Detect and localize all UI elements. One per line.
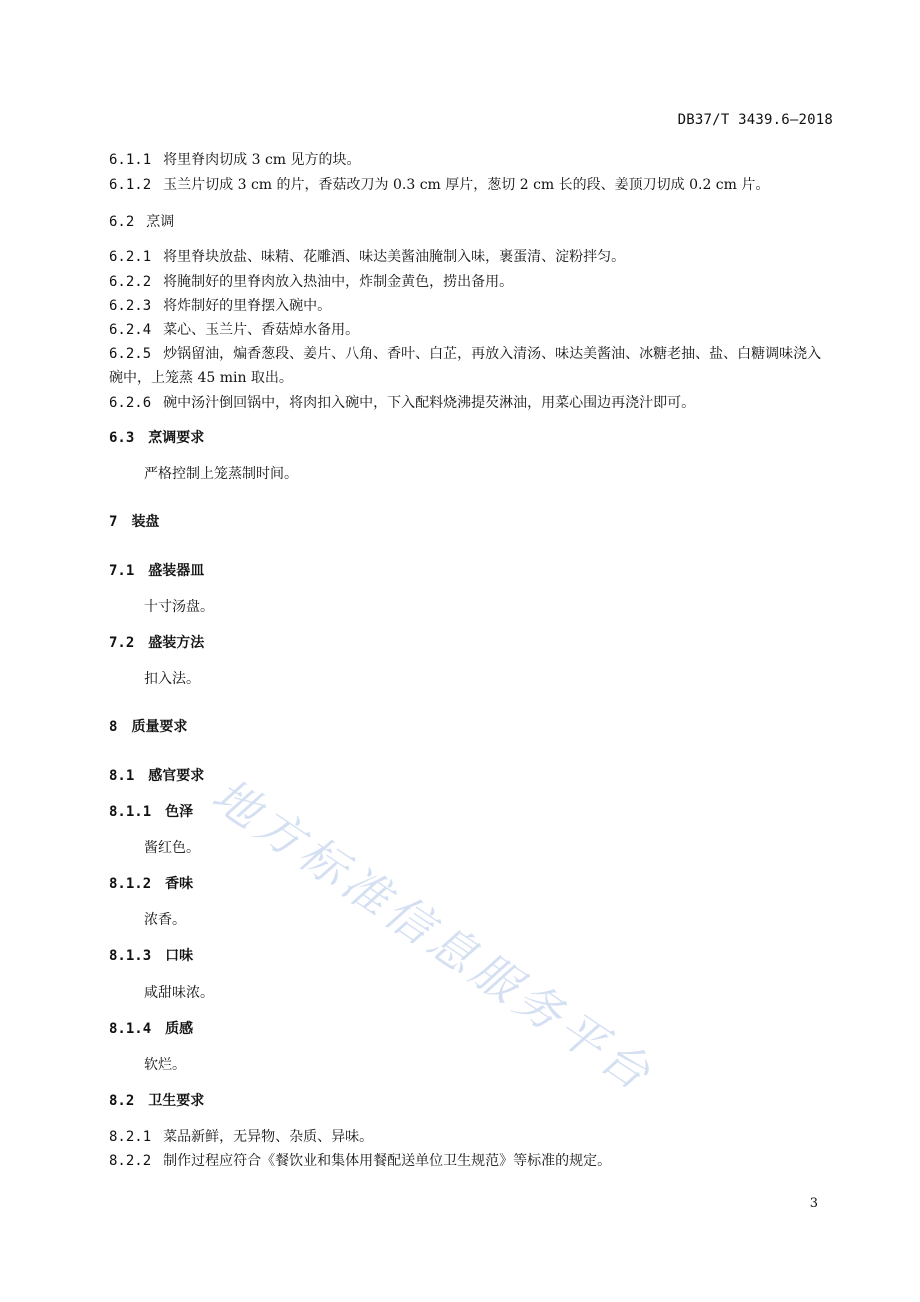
clause-number: 6.1.2 [109, 177, 152, 193]
clause-6-2-2 [109, 272, 513, 292]
clause-number: 8.2.2 [109, 1153, 152, 1169]
clause-6-2-1 [109, 247, 625, 267]
section-8-1-1-heading [109, 802, 193, 822]
section-8-2-heading [109, 1091, 204, 1111]
section-title: 烹调 [146, 214, 175, 230]
clause-text: 将里脊块放盐、味精、花雕酒、味达美酱油腌制入味，裹蛋清、淀粉拌匀。 [163, 249, 626, 265]
clause-number: 6.2.1 [109, 249, 152, 265]
section-title: 感官要求 [148, 768, 205, 784]
section-number: 7.1 [109, 563, 135, 579]
section-title: 口味 [165, 948, 194, 964]
clause-6-1-2 [109, 175, 769, 195]
section-title: 盛装器皿 [148, 563, 205, 579]
section-8-1-3-heading [109, 946, 193, 966]
section-title: 卫生要求 [148, 1093, 205, 1109]
section-7-2-body: 扣入法。 [144, 671, 200, 687]
section-7-heading [109, 512, 159, 532]
watermark: 地方标准信息服务平台 [202, 767, 665, 1104]
section-8-1-4-heading [109, 1019, 193, 1039]
standard-code: DB37/T 3439.6—2018 [677, 112, 833, 128]
section-title: 香味 [165, 876, 194, 892]
clause-number: 6.2.2 [109, 274, 152, 290]
clause-text: 将腌制好的里脊肉放入热油中，炸制金黄色，捞出备用。 [163, 274, 514, 290]
clause-text: 碗中汤汁倒回锅中，将肉扣入碗中，下入配料烧沸提芡淋油，用菜心围边再浇汁即可。 [163, 395, 696, 411]
clause-number: 6.1.1 [109, 152, 152, 168]
clause-6-1-1 [109, 150, 361, 170]
clause-number: 6.2.4 [109, 322, 152, 338]
section-title: 色泽 [165, 804, 194, 820]
clause-6-2-6 [109, 393, 695, 413]
clause-text: 将里脊肉切成 3 cm 见方的块。 [163, 152, 361, 168]
clause-6-2-4 [109, 320, 359, 340]
section-number: 8.1 [109, 768, 135, 784]
clause-number: 8.2.1 [109, 1129, 152, 1145]
section-number: 7.2 [109, 635, 135, 651]
section-8-1-2-body: 浓香。 [144, 912, 186, 928]
clause-text: 菜心、玉兰片、香菇焯水备用。 [163, 322, 360, 338]
clause-8-2-2 [109, 1151, 611, 1171]
section-number: 6.2 [109, 214, 135, 230]
section-title: 盛装方法 [148, 635, 205, 651]
section-number: 8.1.2 [109, 876, 152, 892]
section-title: 烹调要求 [148, 430, 205, 446]
section-8-1-1-body: 酱红色。 [144, 840, 200, 856]
section-6-2-heading [109, 212, 174, 232]
section-6-3-heading [109, 428, 204, 448]
section-number: 7 [109, 514, 118, 530]
clause-number: 6.2.6 [109, 395, 152, 411]
section-number: 8.1.3 [109, 948, 152, 964]
clause-text: 将炸制好的里脊摆入碗中。 [163, 298, 332, 314]
section-title: 装盘 [131, 514, 160, 530]
section-number: 8.1.4 [109, 1021, 152, 1037]
section-number: 8 [109, 719, 118, 735]
clause-6-2-5 [109, 342, 834, 390]
section-number: 8.1.1 [109, 804, 152, 820]
section-8-heading [109, 717, 187, 737]
clause-number: 6.2.3 [109, 298, 152, 314]
clause-6-2-3 [109, 296, 331, 316]
section-6-3-body: 严格控制上笼蒸制时间。 [144, 466, 298, 482]
clause-text: 炒锅留油，煸香葱段、姜片、八角、香叶、白芷，再放入清汤、味达美酱油、冰糖老抽、盐、白糖调味浇入碗中，上笼蒸 45 min 取出。 [109, 346, 822, 386]
section-7-1-body: 十寸汤盘。 [144, 599, 214, 615]
section-8-1-2-heading [109, 874, 193, 894]
section-title: 质感 [165, 1021, 194, 1037]
section-number: 8.2 [109, 1093, 135, 1109]
clause-8-2-1 [109, 1127, 373, 1147]
section-8-1-heading [109, 766, 204, 786]
clause-number: 6.2.5 [109, 346, 152, 362]
section-7-2-heading [109, 633, 204, 653]
section-8-1-3-body: 咸甜味浓。 [144, 985, 214, 1001]
clause-text: 菜品新鲜，无异物、杂质、异味。 [163, 1129, 374, 1145]
clause-text: 制作过程应符合《餐饮业和集体用餐配送单位卫生规范》等标准的规定。 [163, 1153, 612, 1169]
section-8-1-4-body: 软烂。 [144, 1057, 186, 1073]
section-title: 质量要求 [131, 719, 188, 735]
section-7-1-heading [109, 561, 204, 581]
clause-text: 玉兰片切成 3 cm 的片，香菇改刀为 0.3 cm 厚片，葱切 2 cm 长的段、姜顶刀切成 0.2 cm 片。 [163, 177, 770, 193]
section-number: 6.3 [109, 430, 135, 446]
page-number: 3 [809, 1196, 818, 1211]
